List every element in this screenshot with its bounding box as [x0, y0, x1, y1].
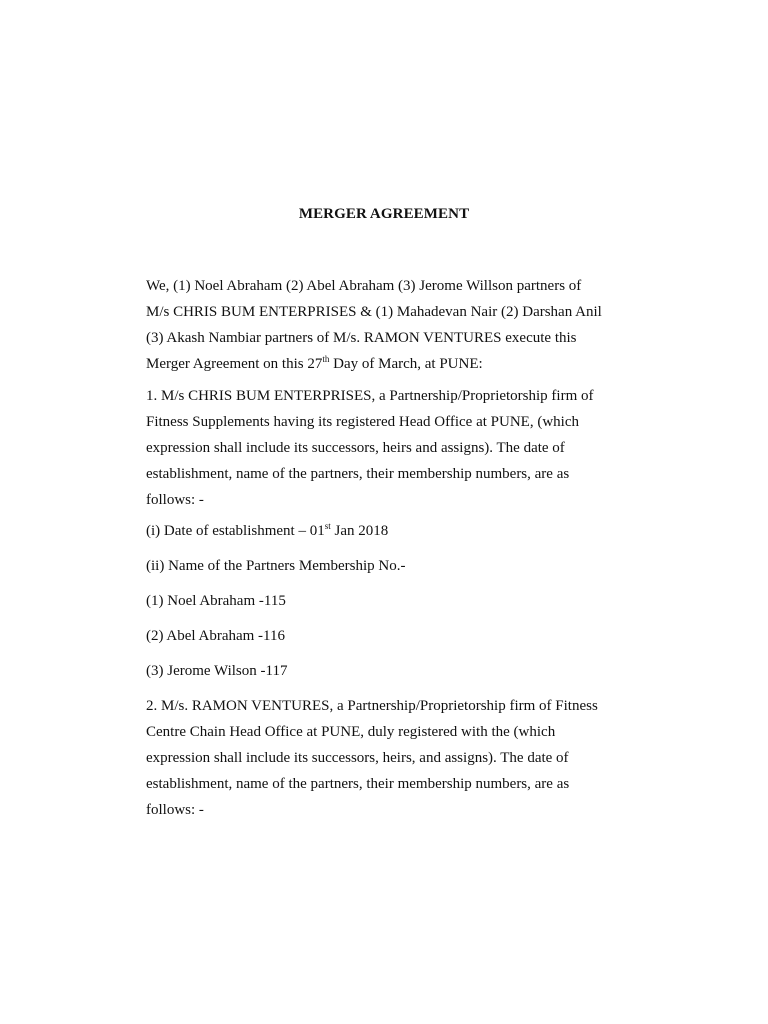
intro-line-4-post: Day of March, at PUNE:: [329, 356, 483, 372]
intro-line-4-sup: th: [322, 354, 330, 364]
intro-paragraph: [146, 276, 626, 380]
document-title: MERGER AGREEMENT: [298, 206, 470, 222]
clause-2-line-2: Centre Chain Head Office at PUNE, duly registered with the (which: [146, 724, 556, 740]
member-item: (2) Abel Abraham -116: [146, 628, 285, 644]
clause-2-line-4: establishment, name of the partners, their membership numbers, are as: [146, 776, 570, 792]
intro-line-2: M/s CHRIS BUM ENTERPRISES & (1) Mahadevan Nair (2) Darshan Anil: [146, 304, 602, 320]
date-post: Jan 2018: [330, 523, 389, 539]
clause-2-line-5: follows: -: [146, 802, 204, 818]
clause-1-paragraph: [146, 386, 626, 516]
clause-2-line-1: 2. M/s. RAMON VENTURES, a Partnership/Proprietorship firm of Fitness: [146, 698, 598, 714]
partners-heading: (ii) Name of the Partners Membership No.-: [146, 558, 406, 574]
intro-line-1: We, (1) Noel Abraham (2) Abel Abraham (3) Jerome Willson partners of: [146, 278, 582, 294]
member-item: (3) Jerome Wilson -117: [146, 663, 288, 679]
clause-1-line-2: Fitness Supplements having its registered Head Office at PUNE, (which: [146, 414, 579, 430]
clause-1-line-1: 1. M/s CHRIS BUM ENTERPRISES, a Partnership/Proprietorship firm of: [146, 388, 594, 404]
clause-2-line-3: expression shall include its successors, heirs, and assigns). The date of: [146, 750, 569, 766]
intro-line-4: [146, 354, 626, 380]
date-sup: st: [324, 521, 331, 531]
clause-1-line-5: follows: -: [146, 492, 204, 508]
intro-line-4-pre: Merger Agreement on this 27: [146, 356, 323, 372]
date-of-establishment: [146, 521, 388, 541]
member-item: (1) Noel Abraham -115: [146, 593, 286, 609]
intro-line-3: (3) Akash Nambiar partners of M/s. RAMON VENTURES execute this: [146, 330, 577, 346]
clause-1-line-3: expression shall include its successors, heirs and assigns). The date of: [146, 440, 565, 456]
date-pre: (i) Date of establishment – 01: [146, 523, 325, 539]
clause-2-paragraph: [146, 696, 626, 826]
clause-1-line-4: establishment, name of the partners, their membership numbers, are as: [146, 466, 570, 482]
